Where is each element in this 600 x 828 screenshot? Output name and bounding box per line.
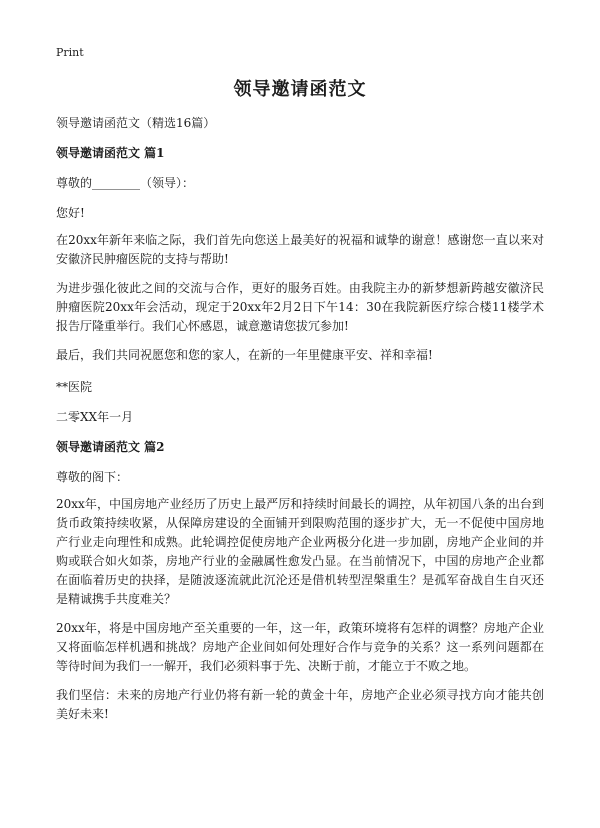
- letter2-paragraph-1: 20xx年，中国房地产业经历了历史上最严厉和持续时间最长的调控，从年初国八条的出台到货币政策持续收紧，从保障房建设的全面铺开到限购范围的逐步扩大，无一不促使中国房地产行业走向理性和成熟。此轮调控促使房地产企业两极分化进一步加剧，房地产企业间的并购或联合如火如荼，房地产行业的金融属性愈发凸显。在当前情况下，中国的房地产企业都在面临着历史的抉择，是随波逐流就此沉沦还是借机转型涅槃重生？是孤军奋战自生自灭还是精诚携手共度难关？: [56, 497, 544, 606]
- document-title: 领导邀请函范文: [233, 79, 367, 100]
- letter2-paragraph-2: 20xx年，将是中国房地产至关重要的一年，这一年，政策环境将有怎样的调整？房地产企业又将面临怎样机遇和挑战？房地产企业间如何处理好合作与竞争的关系？这一系列问题都在等待时间为我们一一解开，我们必须料事于先、决断于前，才能立于不败之地。: [56, 621, 544, 673]
- letter1-salutation: 尊敬的________（领导）：: [56, 176, 195, 190]
- letter1-greeting: 您好!: [56, 206, 85, 220]
- letter2-paragraph-3: 我们坚信：未来的房地产行业仍将有新一轮的黄金十年，房地产企业必须寻找方向才能共创美好未来!: [56, 688, 544, 721]
- document-subtitle: 领导邀请函范文（精选16篇）: [56, 116, 216, 130]
- letter1-signature: **医院: [56, 380, 93, 394]
- letter2-salutation: 尊敬的阁下：: [56, 470, 129, 484]
- letter1-heading: 领导邀请函范文 篇1: [56, 146, 165, 160]
- letter1-date: 二零XX年一月: [56, 410, 134, 424]
- letter2-heading: 领导邀请函范文 篇2: [56, 440, 165, 454]
- print-label: Print: [56, 46, 84, 59]
- letter1-paragraph-3: 最后，我们共同祝愿您和您的家人，在新的一年里健康平安、祥和幸福!: [56, 348, 433, 362]
- letter1-paragraph-1: 在20xx年新年来临之际，我们首先向您送上最美好的祝福和诚挚的谢意！感谢您一直以来对安徽济民肿瘤医院的支持与帮助!: [56, 233, 544, 266]
- letter1-paragraph-2: 为进步强化彼此之间的交流与合作，更好的服务百姓。由我院主办的新梦想新跨越安徽济民肿瘤医院20xx年会活动，现定于20xx年2月2日下午14：30在我院新医疗综合楼11楼学术报告厅隆重举行。我们心怀感恩，诚意邀请您拔冗参加!: [56, 281, 544, 333]
